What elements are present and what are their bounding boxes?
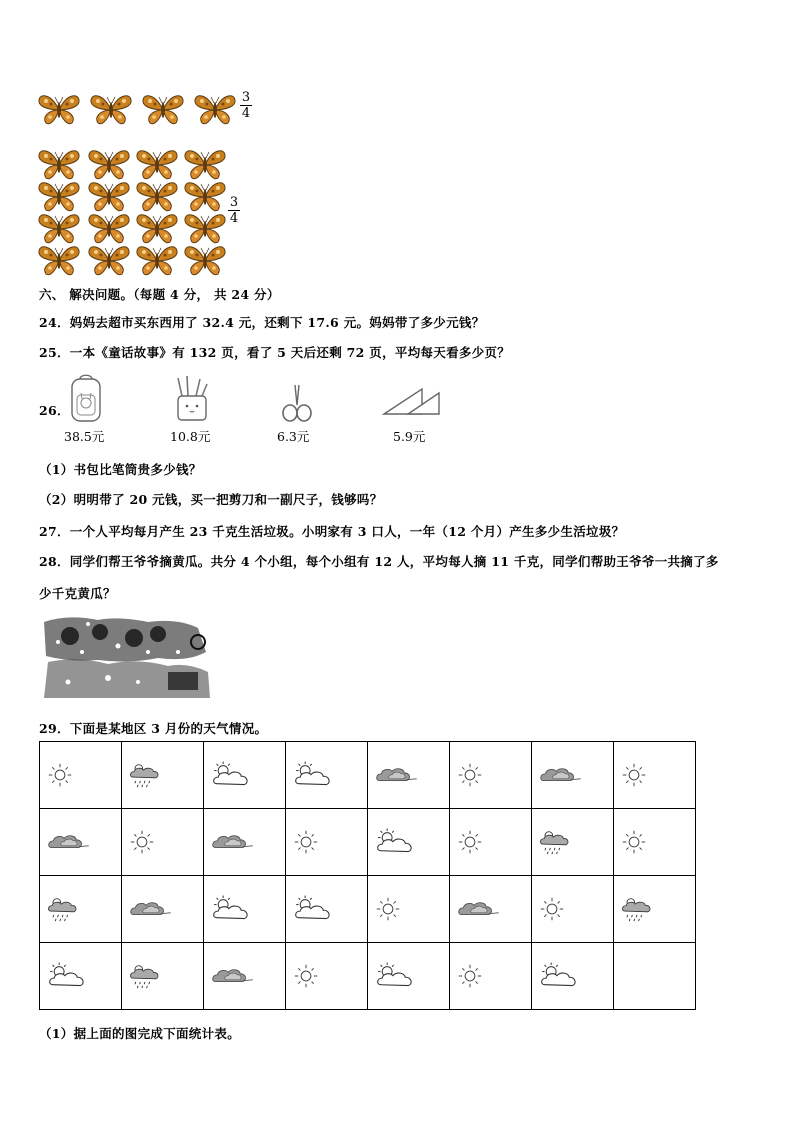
weather-cell [532, 809, 614, 876]
butterfly-icon [87, 179, 131, 213]
weather-cell [450, 876, 532, 943]
overcast-weather-icon [128, 893, 174, 926]
butterfly-icon [183, 243, 227, 277]
price-scissors: 6.3元 [277, 429, 310, 444]
weather-cell [122, 809, 204, 876]
backpack-icon [68, 373, 104, 425]
butterfly-icon [37, 243, 81, 277]
sunny-weather-icon [292, 962, 320, 990]
butterfly-icon [135, 179, 179, 213]
butterfly-icon [37, 147, 81, 181]
butterfly-icon [183, 147, 227, 181]
weather-row [40, 809, 696, 876]
weather-cell [532, 876, 614, 943]
butterfly-icon [183, 179, 227, 213]
overcast-weather-icon [456, 893, 502, 926]
weather-cell [614, 943, 696, 1010]
butterfly-icon [37, 179, 81, 213]
fraction-row: 3 4 [241, 90, 251, 121]
weather-cell [614, 876, 696, 943]
weather-cell [40, 809, 122, 876]
sunny-weather-icon [128, 828, 156, 856]
weather-cell [614, 742, 696, 809]
weather-cell [122, 742, 204, 809]
price-ruler: 5.9元 [393, 429, 426, 444]
cloudy-weather-icon [46, 960, 92, 993]
overcast-weather-icon [374, 759, 420, 792]
price-pencil-holder: 10.8元 [170, 429, 211, 444]
sunny-weather-icon [374, 895, 402, 923]
triangle-ruler-icon [382, 387, 442, 417]
weather-cell [450, 943, 532, 1010]
butterfly-icon [183, 211, 227, 245]
cloudy-weather-icon [374, 826, 420, 859]
rainy-weather-icon [538, 827, 572, 858]
weather-cell [204, 876, 286, 943]
sunny-weather-icon [456, 828, 484, 856]
weather-cell [614, 809, 696, 876]
weather-cell [286, 876, 368, 943]
weather-row [40, 943, 696, 1010]
sunny-weather-icon [620, 828, 648, 856]
butterfly-icon [37, 92, 81, 126]
question-26-number: 26． [39, 403, 70, 418]
weather-cell [286, 809, 368, 876]
sunny-weather-icon [456, 761, 484, 789]
sunny-weather-icon [620, 761, 648, 789]
weather-cell [368, 876, 450, 943]
weather-cell [368, 809, 450, 876]
weather-cell [122, 876, 204, 943]
question-28-line2: 少千克黄瓜？ [39, 586, 116, 601]
weather-cell [122, 943, 204, 1010]
cloudy-weather-icon [292, 893, 338, 926]
weather-cell [532, 742, 614, 809]
weather-cell [204, 809, 286, 876]
butterfly-icon [141, 92, 185, 126]
weather-cell [450, 742, 532, 809]
overcast-weather-icon [210, 960, 256, 993]
butterfly-icon [89, 92, 133, 126]
weather-cell [368, 742, 450, 809]
rainy-weather-icon [128, 961, 162, 992]
sunny-weather-icon [456, 962, 484, 990]
butterfly-icon [87, 211, 131, 245]
butterfly-icon [135, 243, 179, 277]
fraction-grid: 3 4 [229, 195, 239, 226]
butterfly-icon [87, 243, 131, 277]
rainy-weather-icon [620, 894, 654, 925]
weather-cell [204, 742, 286, 809]
overcast-weather-icon [538, 759, 584, 792]
butterfly-icon [135, 147, 179, 181]
cloudy-weather-icon [210, 759, 256, 792]
weather-cell [450, 809, 532, 876]
question-26-sub2: （2）明明带了 20 元钱，买一把剪刀和一副尺子，钱够吗？ [39, 492, 383, 507]
overcast-weather-icon [46, 826, 92, 859]
sunny-weather-icon [46, 761, 74, 789]
sunny-weather-icon [292, 828, 320, 856]
butterfly-icon [87, 147, 131, 181]
weather-cell [286, 943, 368, 1010]
question-29: 29．下面是某地区 3 月份的天气情况。 [39, 721, 268, 736]
price-backpack: 38.5元 [64, 429, 105, 444]
weather-cell [40, 742, 122, 809]
weather-cell [286, 742, 368, 809]
cloudy-weather-icon [292, 759, 338, 792]
cloudy-weather-icon [374, 960, 420, 993]
weather-cell [40, 876, 122, 943]
question-25: 25．一本《童话故事》有 132 页，看了 5 天后还剩 72 页，平均每天看多少页？ [39, 345, 511, 360]
butterfly-icon [37, 211, 81, 245]
weather-cell [368, 943, 450, 1010]
scissors-icon [279, 383, 315, 423]
weather-row [40, 742, 696, 809]
question-29-sub1: （1）据上面的图完成下面统计表。 [39, 1026, 240, 1041]
question-24: 24．妈妈去超市买东西用了 32.4 元，还剩下 17.6 元。妈妈带了多少元钱？ [39, 315, 485, 330]
section-heading: 六、 解决问题。（每题 4 分， 共 24 分） [39, 287, 280, 302]
sunny-weather-icon [538, 895, 566, 923]
cucumber-picking-illustration [38, 612, 216, 702]
weather-table [39, 741, 696, 1010]
weather-cell [40, 943, 122, 1010]
pencil-holder-icon [174, 376, 210, 424]
rainy-weather-icon [128, 760, 162, 791]
weather-cell [532, 943, 614, 1010]
question-28-line1: 28．同学们帮王爷爷摘黄瓜。共分 4 个小组，每个小组有 12 人，平均每人摘 11 千克，同学们帮助王爷爷一共摘了多 [39, 554, 719, 569]
cloudy-weather-icon [210, 893, 256, 926]
cloudy-weather-icon [538, 960, 584, 993]
weather-cell [204, 943, 286, 1010]
overcast-weather-icon [210, 826, 256, 859]
rainy-weather-icon [46, 894, 80, 925]
question-26-sub1: （1）书包比笔筒贵多少钱？ [39, 462, 202, 477]
question-27: 27．一个人平均每月产生 23 千克生活垃圾。小明家有 3 口人，一年（12 个月）产生多少生活垃圾？ [39, 524, 625, 539]
butterfly-icon [193, 92, 237, 126]
butterfly-icon [135, 211, 179, 245]
weather-row [40, 876, 696, 943]
